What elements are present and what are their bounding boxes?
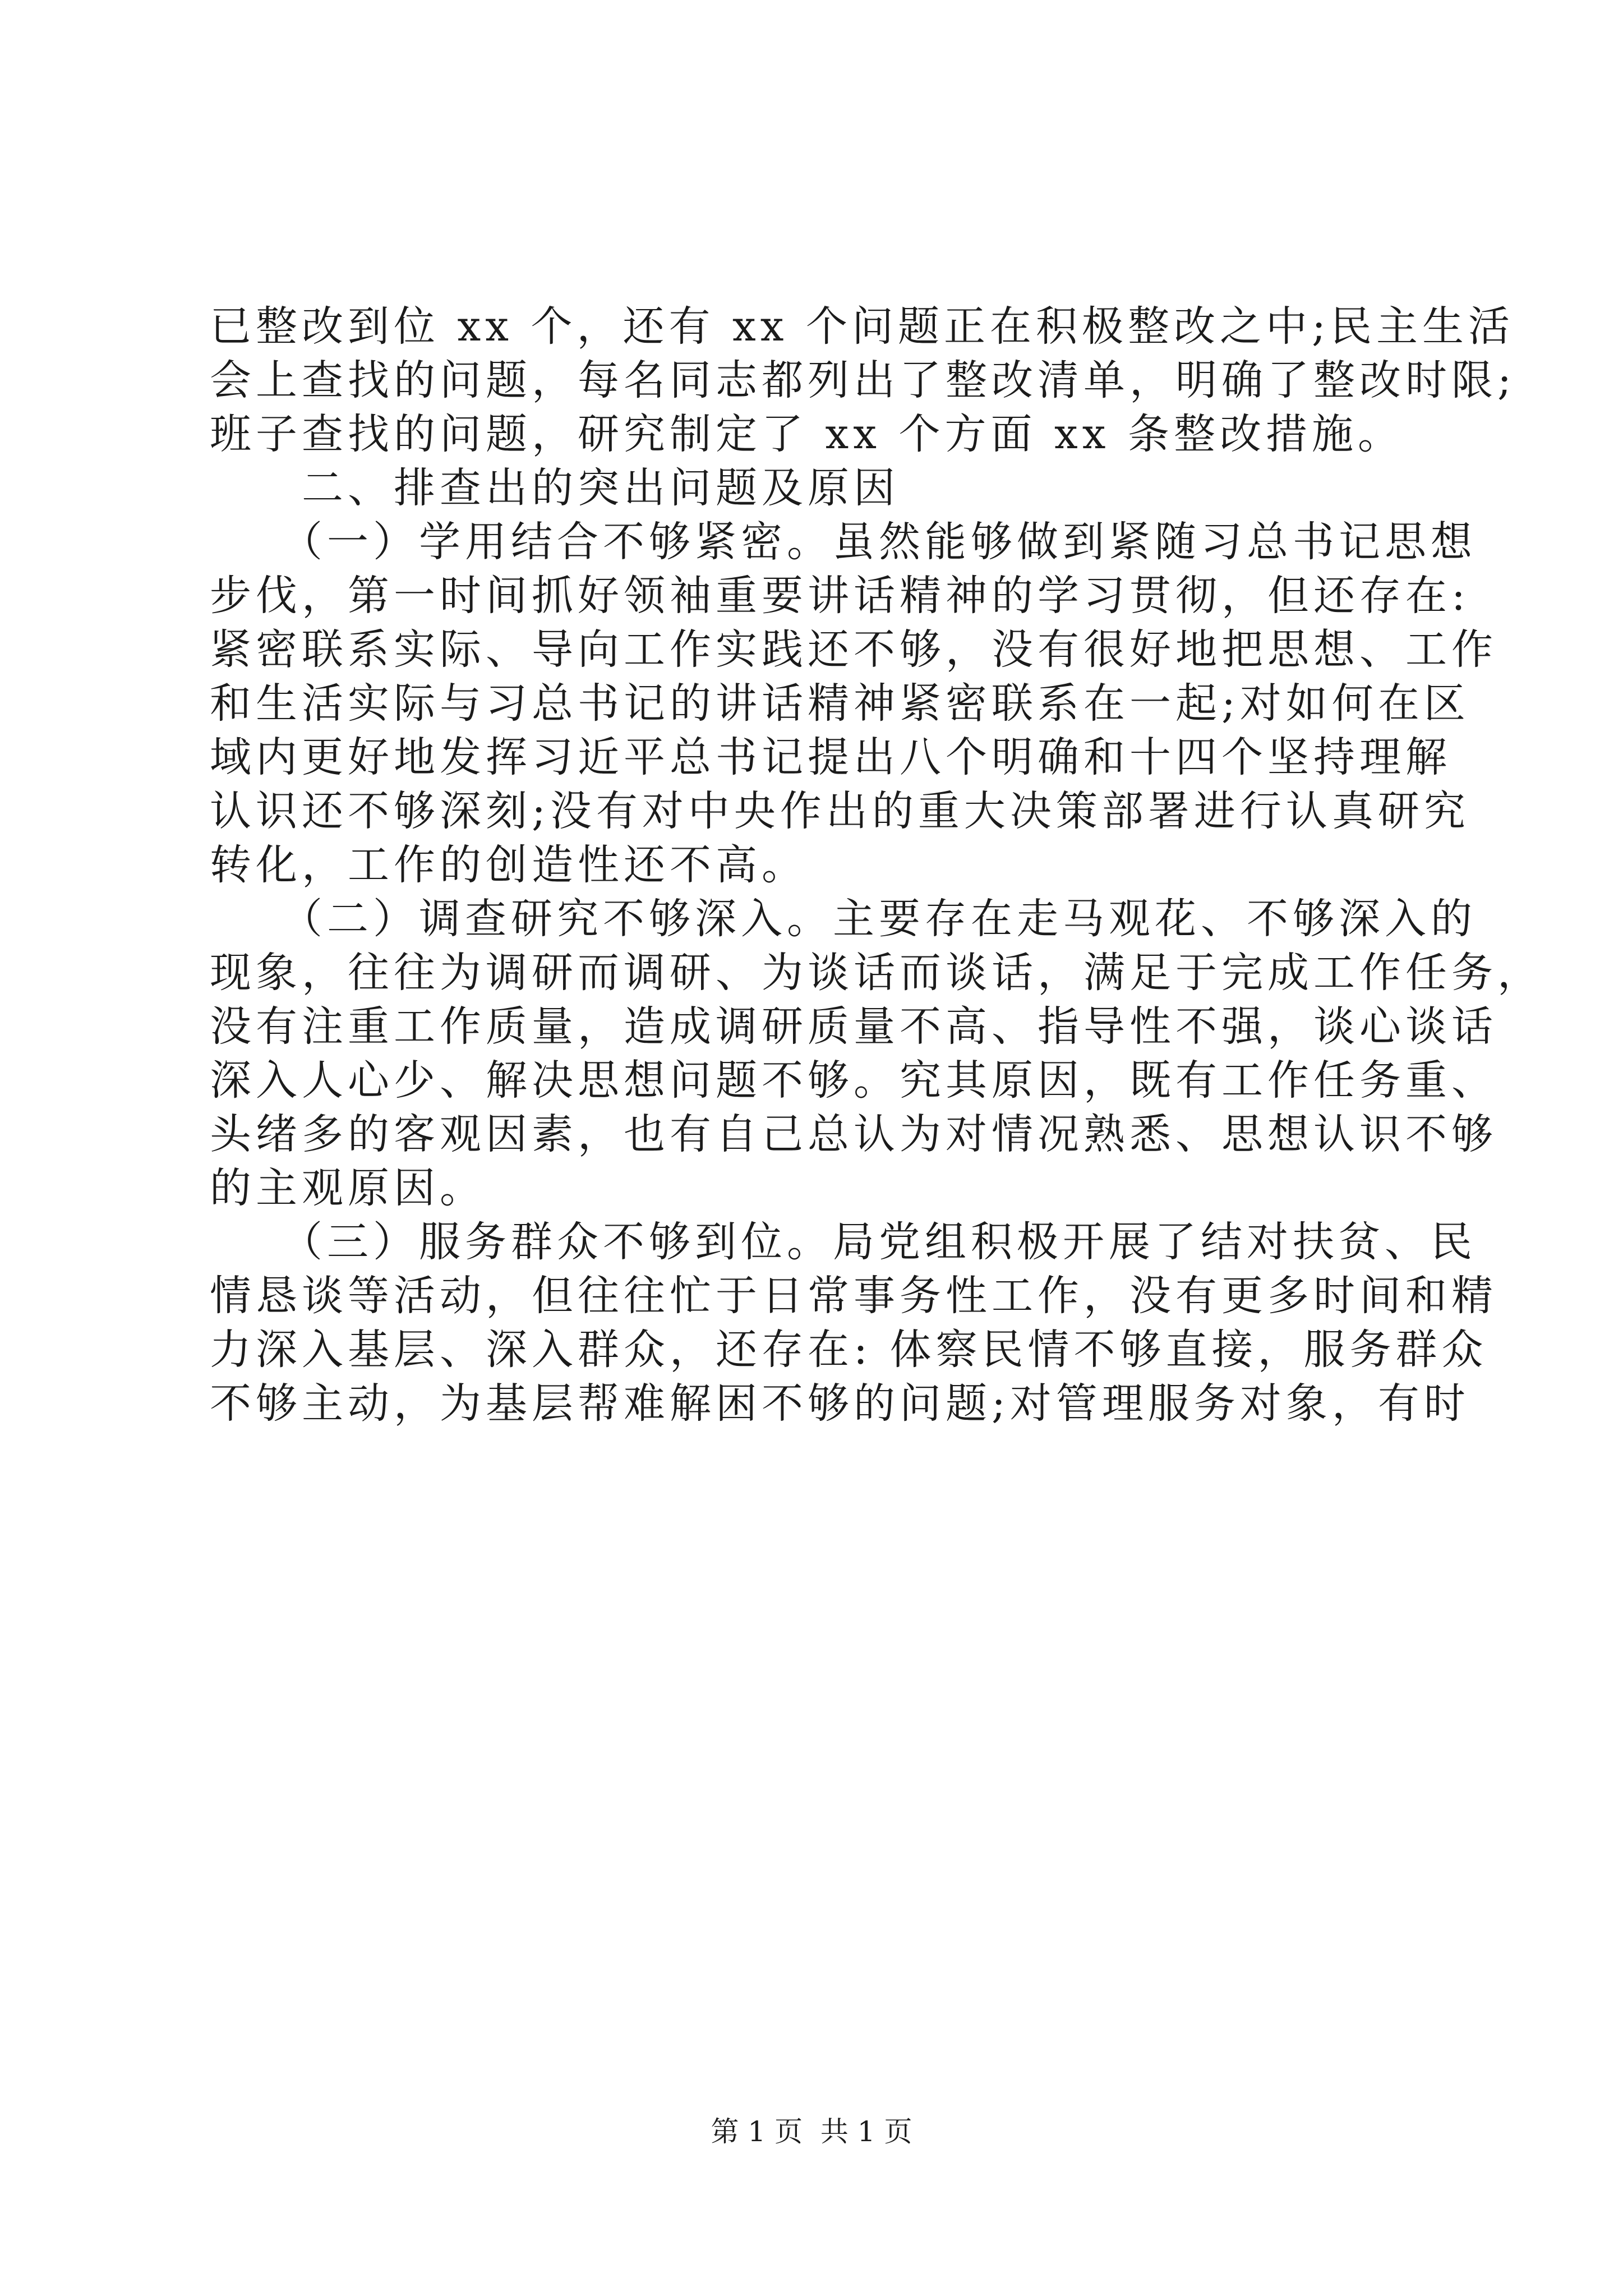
text-line: 会上查找的问题，每名同志都列出了整改清单，明确了整改时限;: [210, 356, 1516, 404]
text-line: 力深入基层、深入群众，还存在: 体察民情不够直接，服务群众: [210, 1326, 1488, 1374]
text-line: 转化，工作的创造性还不高。: [210, 841, 808, 889]
page-footer: 第 1 页 共 1 页: [711, 2115, 912, 2148]
text-line: 紧密联系实际、导向工作实践还不够，没有很好地把思想、工作: [210, 625, 1497, 674]
text-line: 班子查找的问题，研究制定了 xx 个方面 xx 条整改措施。: [210, 410, 1404, 458]
text-line: 现象，往往为调研而调研、为谈话而谈话，满足于完成工作任务，: [210, 949, 1543, 997]
text-line: 情恳谈等活动，但往往忙于日常事务性工作，没有更多时间和精: [210, 1272, 1497, 1320]
text-line: （一）学用结合不够紧密。虽然能够做到紧随习总书记思想: [210, 518, 1477, 566]
section-heading: 二、排查出的突出问题及原因: [210, 464, 900, 512]
text-line: 深入人心少、解决思想问题不够。究其原因，既有工作任务重、: [210, 1056, 1497, 1105]
text-line: 头绪多的客观因素，也有自己总认为对情况熟悉、思想认识不够: [210, 1110, 1497, 1158]
text-line: 认识还不够深刻;没有对中央作出的重大决策部署进行认真研究: [210, 787, 1470, 835]
text-line: 和生活实际与习总书记的讲话精神紧密联系在一起;对如何在区: [210, 679, 1470, 728]
text-line: （三）服务群众不够到位。局党组积极开展了结对扶贫、民: [210, 1218, 1477, 1266]
text-line: 的主观原因。: [210, 1164, 486, 1212]
text-line: 步伐，第一时间抓好领袖重要讲话精神的学习贯彻，但还存在:: [210, 572, 1470, 620]
text-line: 没有注重工作质量，造成调研质量不高、指导性不强，谈心谈话: [210, 1002, 1497, 1051]
text-line: 域内更好地发挥习近平总书记提出八个明确和十四个坚持理解: [210, 733, 1451, 781]
text-line: 已整改到位 xx 个，还有 xx 个问题正在积极整改之中;民主生活: [210, 302, 1514, 351]
text-line: 不够主动，为基层帮难解困不够的问题;对管理服务对象，有时: [210, 1379, 1470, 1428]
document-body: [210, 300, 1543, 1430]
text-line: （二）调查研究不够深入。主要存在走马观花、不够深入的: [210, 895, 1477, 943]
